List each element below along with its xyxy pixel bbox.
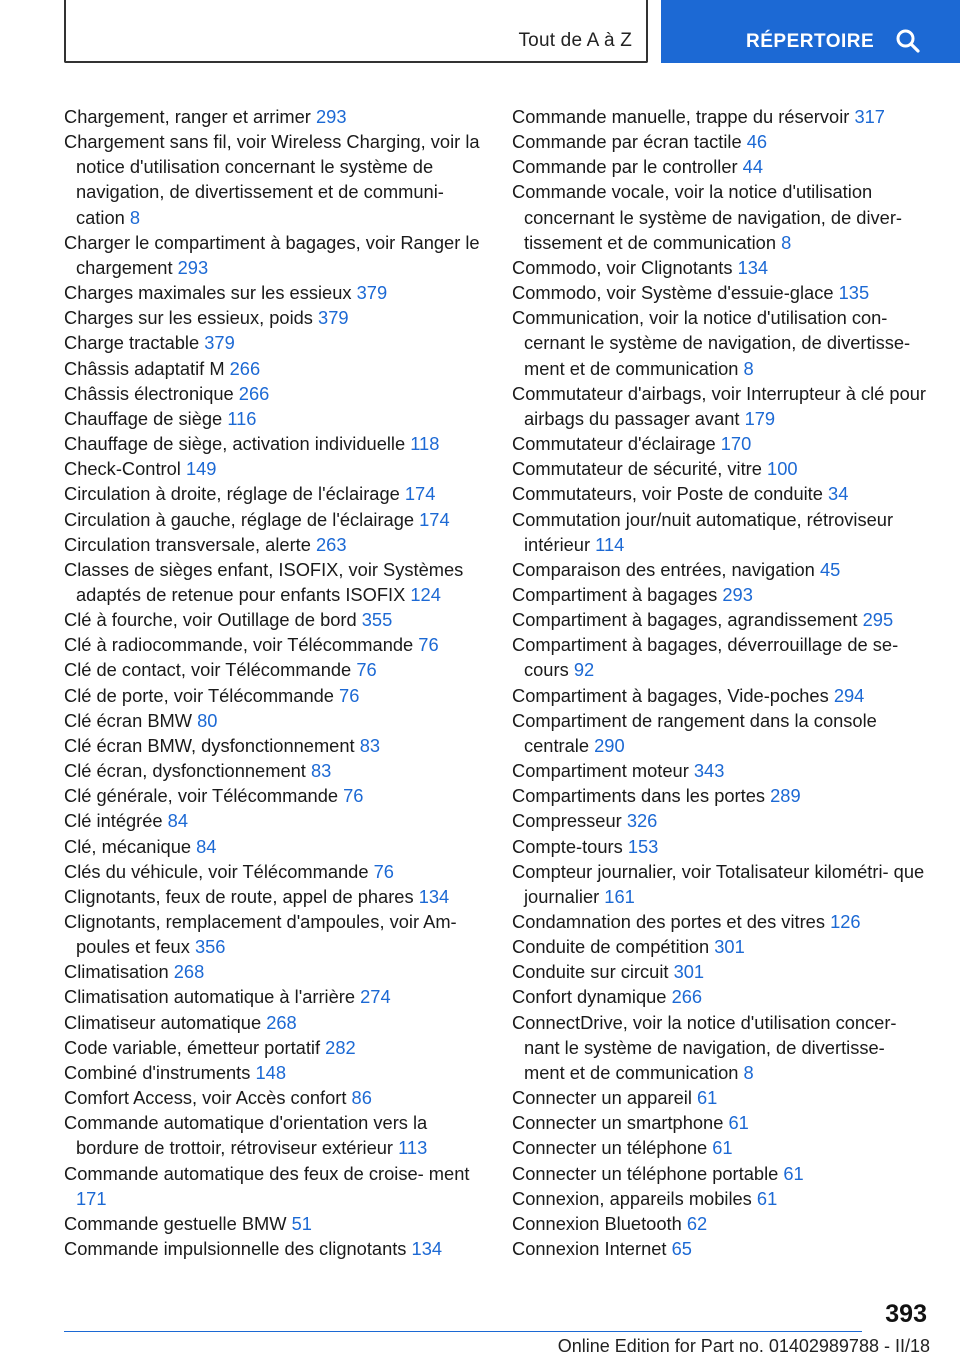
page-reference-link[interactable]: 266: [238, 382, 270, 404]
index-entry-text: Clé écran, dysfonctionnement: [64, 760, 306, 782]
page-reference-link[interactable]: 76: [418, 634, 439, 656]
index-entry: [64, 834, 484, 859]
index-entry-text: Confort dynamique: [512, 986, 667, 1008]
az-index-link[interactable]: Tout de A à Z: [518, 30, 632, 51]
tab-repertoire[interactable]: [661, 0, 960, 63]
page-reference-link[interactable]: 343: [693, 760, 725, 782]
index-entry-text: Condamnation des portes et des vitres: [512, 911, 825, 932]
index-entry-text: Commutateur d'airbags, voir Interrupteur à clé pour airbags du passager avant: [512, 382, 926, 429]
page-reference-link[interactable]: 65: [671, 1238, 692, 1260]
index-entry-text: Commodo, voir Clignotants: [512, 256, 733, 278]
index-entry-text: Charges maximales sur les essieux: [64, 282, 352, 304]
page-reference-link[interactable]: 293: [722, 583, 753, 605]
page-reference-link[interactable]: 34: [828, 483, 849, 505]
index-entry: [512, 1186, 930, 1211]
index-entry: [64, 909, 484, 959]
index-entry-text: Clé de porte, voir Télécommande: [64, 684, 334, 706]
index-entry-text: Circulation à droite, réglage de l'éclairage: [64, 483, 400, 505]
index-entry-text: Chauffage de siège: [64, 407, 223, 429]
index-entry: [64, 406, 484, 431]
page-reference-link[interactable]: 61: [728, 1112, 749, 1134]
index-entry: [512, 859, 930, 909]
page-reference-link[interactable]: 8: [743, 357, 754, 379]
index-entry-text: Classes de sièges enfant, ISOFIX, voir Systèmes adaptés de retenue pour enfants ISOFIX: [64, 558, 464, 605]
page-reference-link[interactable]: 268: [266, 1011, 297, 1033]
index-entry: [512, 104, 930, 129]
index-entry: [64, 1035, 484, 1060]
index-entry-text: Check-Control: [64, 458, 181, 480]
index-entry-text: Clé écran BMW: [64, 709, 192, 731]
index-entry: [512, 381, 930, 431]
page-reference-link[interactable]: 355: [361, 609, 393, 631]
page-reference-link[interactable]: 8: [129, 206, 141, 228]
index-entry-text: Code variable, émetteur portatif: [64, 1036, 321, 1058]
index-entry-text: Connexion, appareils mobiles: [512, 1187, 752, 1209]
index-entry-text: Commande impulsionnelle des clignotants: [64, 1238, 407, 1260]
index-entry: [512, 1110, 930, 1135]
page-reference-link[interactable]: 266: [229, 357, 261, 379]
index-entry: [64, 607, 484, 632]
index-entry: [64, 657, 484, 682]
page-reference-link[interactable]: 124: [410, 583, 441, 605]
index-entry-text: Clé, mécanique: [64, 835, 192, 857]
index-entry: [512, 557, 930, 582]
index-entry: [512, 280, 930, 305]
page-reference-link[interactable]: 84: [196, 835, 217, 857]
page-reference-link[interactable]: 92: [573, 659, 595, 681]
index-entry: [512, 1010, 930, 1085]
index-entry: [512, 959, 930, 984]
index-entry-text: Circulation transversale, alerte: [64, 533, 311, 555]
index-entry-text: Connecter un smartphone: [512, 1112, 724, 1134]
page-reference-link[interactable]: 134: [411, 1238, 443, 1260]
page-reference-link[interactable]: 161: [604, 885, 635, 907]
page-reference-link[interactable]: 80: [197, 709, 218, 731]
page-reference-link[interactable]: 118: [410, 433, 440, 455]
index-entry-text: Conduite sur circuit: [512, 961, 669, 983]
page-reference-link[interactable]: 317: [854, 106, 885, 127]
page-reference-link[interactable]: 76: [356, 659, 377, 681]
index-entry-text: Commande automatique des feux de croise- ment: [64, 1162, 470, 1184]
index-entry-text: Connecter un appareil: [512, 1087, 692, 1109]
index-entry-text: Connecter un téléphone portable: [512, 1162, 779, 1184]
index-entry: [512, 683, 930, 708]
page-reference-link[interactable]: 290: [594, 734, 625, 756]
page-reference-link[interactable]: 113: [398, 1137, 428, 1159]
index-entry: [64, 733, 484, 758]
search-icon[interactable]: [895, 28, 921, 54]
page-reference-link[interactable]: 62: [686, 1212, 708, 1234]
index-entry: [64, 984, 484, 1009]
index-entry: [512, 305, 930, 380]
page-reference-link[interactable]: 83: [310, 760, 332, 782]
index-entry-text: Conduite de compétition: [512, 936, 710, 958]
page-reference-link[interactable]: 126: [830, 911, 861, 932]
index-entry-text: Compartiment à bagages: [512, 583, 718, 605]
index-entry-text: Commodo, voir Système d'essuie-glace: [512, 282, 834, 304]
index-entry-text: Clé de contact, voir Télécommande: [64, 659, 352, 681]
index-entry-text: Connexion Internet: [512, 1238, 667, 1260]
index-entry: [64, 632, 484, 657]
page-reference-link[interactable]: 266: [671, 986, 703, 1008]
index-entry: [64, 356, 484, 381]
index-entry-text: Circulation à gauche, réglage de l'éclairage: [64, 508, 415, 530]
page-reference-link[interactable]: 174: [419, 508, 450, 530]
index-entry-text: Climatisation automatique à l'arrière: [64, 986, 356, 1008]
index-entry: [64, 758, 484, 783]
index-entry: [512, 154, 930, 179]
index-entry: [512, 431, 930, 456]
index-entry-text: Chauffage de siège, activation individuelle: [64, 433, 406, 455]
index-entry-text: Châssis électronique: [64, 382, 234, 404]
page-reference-link[interactable]: 379: [204, 332, 235, 354]
index-entry-text: Clignotants, remplacement d'ampoules, voir Am- poules et feux: [64, 911, 457, 958]
index-entry: [512, 1236, 930, 1261]
index-entry-text: Clé à fourche, voir Outillage de bord: [64, 609, 357, 631]
index-entry: [512, 708, 930, 758]
index-entry-text: Connexion Bluetooth: [512, 1212, 682, 1234]
index-entry: [512, 909, 930, 934]
index-entry-text: Clé écran BMW, dysfonctionnement: [64, 734, 355, 756]
index-entry-text: Compartiment à bagages, agrandissement: [512, 609, 858, 631]
index-entry-text: Compte-tours: [512, 835, 623, 857]
page-reference-link[interactable]: 51: [291, 1212, 312, 1234]
index-entry: [512, 934, 930, 959]
index-entry: [512, 984, 930, 1009]
page-reference-link[interactable]: 293: [177, 256, 209, 278]
page-reference-link[interactable]: 326: [626, 810, 658, 832]
header-az-box[interactable]: [64, 0, 648, 63]
index-entry: [64, 959, 484, 984]
page-reference-link[interactable]: 263: [316, 533, 347, 555]
page-reference-link[interactable]: 61: [756, 1187, 778, 1209]
index-entry: [512, 1135, 930, 1160]
index-entry-text: Communication, voir la notice d'utilisation con- cernant le système de navigation, de divertisse- ment et de communication: [512, 307, 911, 379]
index-entry-text: Commutation jour/nuit automatique, rétroviseur intérieur: [512, 508, 894, 555]
index-entry: [64, 1060, 484, 1085]
index-entry: [64, 104, 484, 129]
page-reference-link[interactable]: 116: [227, 407, 257, 429]
index-entry-text: Compteur journalier, voir Totalisateur kilométri- que journalier: [512, 860, 925, 907]
page-reference-link[interactable]: 86: [351, 1087, 372, 1109]
index-entry: [512, 834, 930, 859]
index-entry: [64, 1161, 484, 1211]
page-reference-link[interactable]: 46: [746, 131, 768, 153]
index-entry: [64, 431, 484, 456]
page-reference-link[interactable]: 76: [339, 684, 360, 706]
index-entry: [64, 381, 484, 406]
index-entry-text: Commutateur de sécurité, vitre: [512, 458, 762, 480]
page-reference-link[interactable]: 293: [316, 106, 347, 127]
index-entry: [512, 255, 930, 280]
index-entry: [512, 456, 930, 481]
index-entry-text: Compartiment de rangement dans la console centrale: [512, 709, 877, 756]
index-entry: [512, 129, 930, 154]
index-entry-text: ConnectDrive, voir la notice d'utilisation concer- nant le système de navigation, de divertisse- ment et de communication: [512, 1011, 897, 1083]
page-reference-link[interactable]: 61: [783, 1162, 804, 1184]
index-entry: [512, 1211, 930, 1236]
index-entry: [64, 808, 484, 833]
page-reference-link[interactable]: 84: [167, 810, 189, 832]
page-reference-link[interactable]: 76: [343, 785, 364, 807]
page-reference-link[interactable]: 282: [325, 1036, 356, 1058]
index-column-left: [64, 104, 484, 1261]
index-entry-text: Compartiment moteur: [512, 760, 689, 782]
page-reference-link[interactable]: 379: [356, 282, 388, 304]
index-entry: [64, 1211, 484, 1236]
index-entry: [64, 1085, 484, 1110]
index-entry: [512, 808, 930, 833]
index-entry: [64, 859, 484, 884]
index-column-right: [512, 104, 930, 1261]
footer-divider: [64, 1331, 862, 1332]
page-reference-link[interactable]: 301: [714, 936, 745, 958]
tab-repertoire-label: RÉPERTOIRE: [746, 31, 875, 52]
index-entry: [64, 456, 484, 481]
index-entry-text: Commande par écran tactile: [512, 131, 742, 153]
index-entry: [512, 582, 930, 607]
page-reference-link[interactable]: 153: [627, 835, 659, 857]
index-entry: [512, 783, 930, 808]
index-entry: [64, 1010, 484, 1035]
page-reference-link[interactable]: 268: [173, 961, 205, 983]
page-reference-link[interactable]: 379: [318, 307, 349, 329]
page-reference-link[interactable]: 134: [737, 256, 769, 278]
index-entry-text: Combiné d'instruments: [64, 1061, 251, 1083]
index-entry-text: Climatiseur automatique: [64, 1011, 262, 1033]
page-reference-link[interactable]: 61: [712, 1137, 733, 1159]
page-reference-link[interactable]: 134: [418, 885, 450, 907]
index-entry: [512, 179, 930, 254]
page-reference-link[interactable]: 149: [185, 458, 217, 480]
page-reference-link[interactable]: 135: [838, 282, 870, 304]
index-entry-text: Comparaison des entrées, navigation: [512, 558, 815, 580]
index-entry: [64, 481, 484, 506]
index-entry-text: Clé intégrée: [64, 810, 163, 832]
index-entry-text: Commutateur d'éclairage: [512, 433, 716, 455]
page-reference-link[interactable]: 148: [255, 1061, 286, 1083]
index-entry: [64, 230, 484, 280]
page-reference-link[interactable]: 174: [404, 483, 436, 505]
index-entry-text: Commande manuelle, trappe du réservoir: [512, 106, 850, 127]
page-reference-link[interactable]: 170: [720, 433, 752, 455]
footer-edition-text: Online Edition for Part no. 01402989788 - II/18: [557, 1336, 930, 1356]
page-reference-link[interactable]: 8: [781, 231, 792, 253]
index-entry: [64, 129, 484, 230]
page-reference-link[interactable]: 45: [819, 558, 841, 580]
page-number: 393: [885, 1300, 927, 1328]
index-entry: [64, 330, 484, 355]
page-reference-link[interactable]: 295: [862, 609, 894, 631]
index-entry: [512, 607, 930, 632]
index-entry: [64, 507, 484, 532]
index-entry: [512, 1085, 930, 1110]
page-reference-link[interactable]: 294: [833, 684, 865, 706]
index-entry: [64, 783, 484, 808]
index-entry-text: Climatisation: [64, 961, 169, 983]
index-entry: [64, 305, 484, 330]
index-entry-text: Commande gestuelle BMW: [64, 1212, 287, 1234]
index-entry-text: Commande automatique d'orientation vers la bordure de trottoir, rétroviseur extérieur: [64, 1112, 428, 1159]
index-entry-text: Commutateurs, voir Poste de conduite: [512, 483, 823, 505]
index-entry: [512, 507, 930, 557]
index-entry: [64, 683, 484, 708]
page-reference-link[interactable]: 289: [770, 785, 801, 807]
page-reference-link[interactable]: 8: [743, 1061, 754, 1083]
index-entry-text: Comfort Access, voir Accès confort: [64, 1087, 347, 1109]
index-entry-text: Charger le compartiment à bagages, voir Ranger le chargement: [64, 231, 480, 278]
index-entry-text: Chargement, ranger et arrimer: [64, 106, 311, 127]
index-entry: [64, 708, 484, 733]
index-entry-text: Chargement sans fil, voir Wireless Charging, voir la notice d'utilisation concernant le système de navigation, de divertissement et de communi- cation: [64, 131, 480, 228]
index-entry-text: Clés du véhicule, voir Télécommande: [64, 860, 369, 882]
index-entry-text: Connecter un téléphone: [512, 1137, 708, 1159]
index-entry: [64, 280, 484, 305]
page-reference-link[interactable]: 61: [696, 1087, 718, 1109]
page-reference-link[interactable]: 274: [360, 986, 391, 1008]
index-entry: [512, 1161, 930, 1186]
index-entry-text: Charges sur les essieux, poids: [64, 307, 313, 329]
page-reference-link[interactable]: 114: [595, 533, 625, 555]
index-entry-text: Compartiments dans les portes: [512, 785, 766, 807]
page-reference-link[interactable]: 179: [744, 407, 776, 429]
page-reference-link[interactable]: 171: [76, 1187, 107, 1209]
index-entry-text: Commande vocale, voir la notice d'utilisation concernant le système de navigation, de diver- tissement et de communication: [512, 181, 903, 253]
index-entry-text: Compartiment à bagages, Vide-poches: [512, 684, 829, 706]
index-entry: [64, 884, 484, 909]
index-entry: [64, 1110, 484, 1160]
index-entry-text: Clé générale, voir Télécommande: [64, 785, 339, 807]
page-reference-link[interactable]: 83: [359, 734, 381, 756]
page-reference-link[interactable]: 44: [742, 156, 764, 178]
index-entry-text: Charge tractable: [64, 332, 200, 354]
index-entry: [64, 1236, 484, 1261]
index-entry-text: Châssis adaptatif M: [64, 357, 225, 379]
page-reference-link[interactable]: 100: [767, 458, 798, 480]
index-entry: [64, 557, 484, 607]
index-entry-text: Clé à radiocommande, voir Télécommande: [64, 634, 414, 656]
index-entry-text: Clignotants, feux de route, appel de phares: [64, 885, 414, 907]
index-entry: [64, 532, 484, 557]
index-entry: [512, 758, 930, 783]
page-reference-link[interactable]: 301: [673, 961, 705, 983]
page-reference-link[interactable]: 356: [194, 936, 226, 958]
index-entry: [512, 481, 930, 506]
page-reference-link[interactable]: 76: [373, 860, 394, 882]
index-entry-text: Compartiment à bagages, déverrouillage de se- cours: [512, 634, 899, 681]
index-entry: [512, 632, 930, 682]
index-entry-text: Compresseur: [512, 810, 622, 832]
index-entry-text: Commande par le controller: [512, 156, 738, 178]
